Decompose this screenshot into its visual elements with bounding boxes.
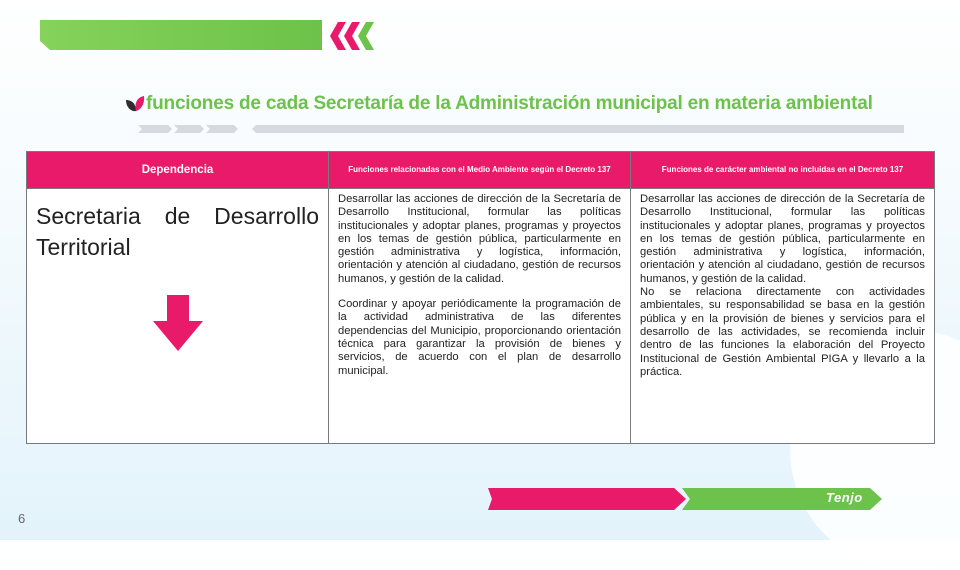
top-green-bar (40, 20, 322, 50)
table-row (27, 189, 935, 444)
down-arrow-icon (153, 295, 203, 351)
funciones-no-incluidas-cell (631, 189, 935, 444)
tenjo-logo: Tenjo (826, 490, 863, 505)
leaf-icon (124, 94, 146, 114)
dependencia-cell (27, 189, 329, 444)
slide-title-row (124, 92, 873, 116)
dependencia-name: Secretaria de Desarrollo Territorial (36, 203, 319, 260)
funciones-decreto-cell (329, 189, 631, 444)
funciones-decreto-p1: Desarrollar las acciones de dirección de la Secretaría de Desarrollo Institucional, formular las políticas institucionales y adoptar planes, programas y proyectos en los temas de gestión pública, particularmente en gestión administrativa y logística, información, orientación y atención al ciudadano, gestión de recursos humanos, y gestión de la calidad. (338, 193, 621, 285)
slide-title: funciones de cada Secretaría de la Administración municipal en materia ambiental (146, 93, 873, 114)
functions-table (26, 151, 935, 444)
funciones-no-incluidas-p1: Desarrollar las acciones de dirección de la Secretaría de Desarrollo Institucional, formular las políticas institucionales y adoptar planes, programas y proyectos en los temas de gestión pública, particularmente en gestión administrativa y logística, información, orientación y atención al ciudadano, gestión de recursos humanos, y gestión de la calidad. (640, 193, 925, 285)
title-underline (138, 124, 904, 134)
header-dependencia: Dependencia (27, 152, 329, 189)
header-funciones-decreto: Funciones relacionadas con el Medio Ambiente según el Decreto 137 (329, 152, 631, 189)
chevrons-icon (326, 20, 378, 52)
bottom-pink-arrow-bar (488, 488, 686, 510)
page-number: 6 (18, 511, 26, 526)
table-header-row (27, 152, 935, 189)
funciones-no-incluidas-p2: No se relaciona directamente con actividades ambientales, su responsabilidad se basa en la gestión pública y en la provisión de bienes y servicios para el desarrollo de las actividades, se recomienda incluir dentro de las funciones la elaboración del Proyecto Institucional de Gestión Ambiental PIGA y llevarlo a la práctica. (640, 286, 925, 378)
header-funciones-no-incluidas: Funciones de carácter ambiental no incluidas en el Decreto 137 (631, 152, 935, 189)
funciones-decreto-p2: Coordinar y apoyar periódicamente la programación de la actividad administrativa de las diferentes dependencias del Municipio, proporcionando orientación técnica para garantizar la provisión de bienes y servicios, de acuerdo con el plan de desarrollo municipal. (338, 298, 621, 377)
